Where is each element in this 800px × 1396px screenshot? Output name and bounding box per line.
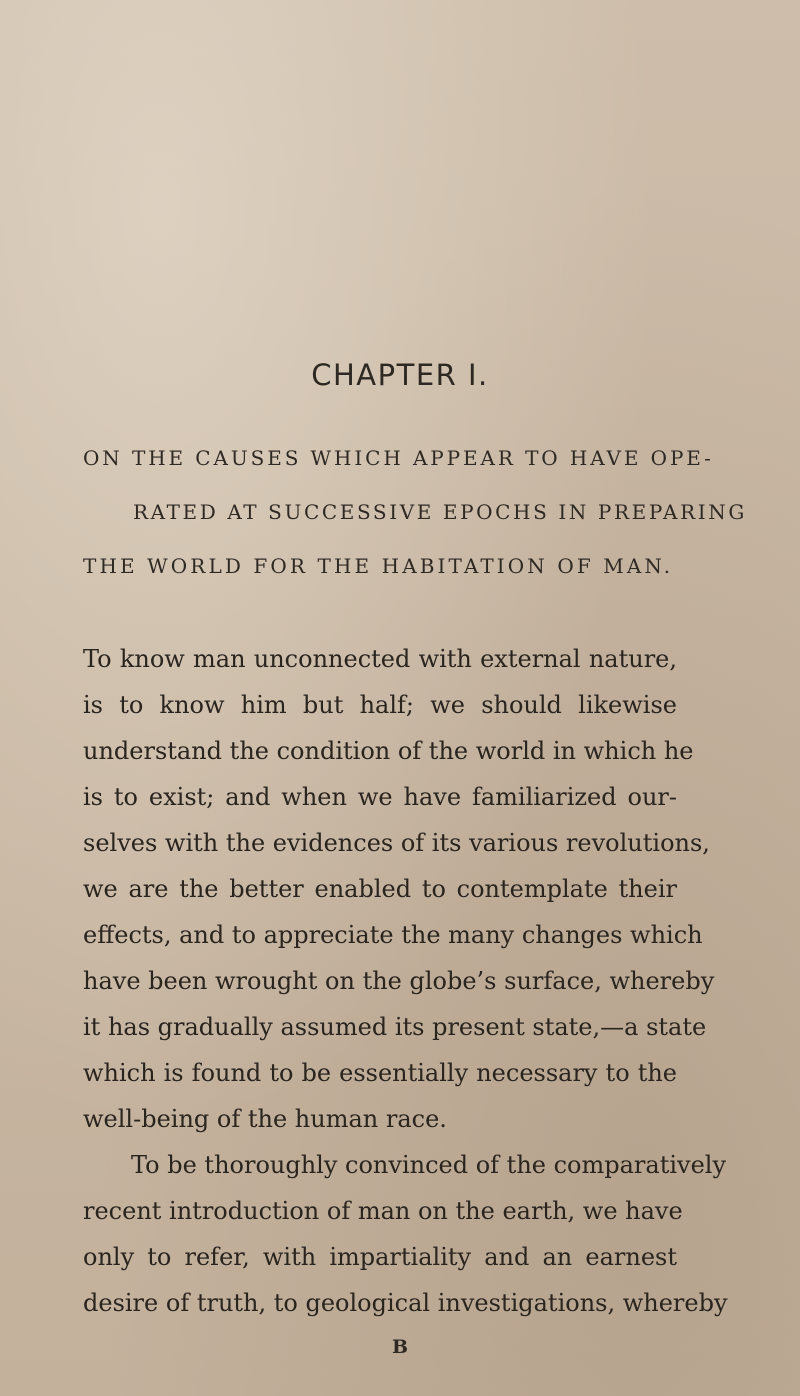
signature-mark: B [391, 1336, 409, 1358]
body-line: To know man unconnected with external nature, [83, 645, 677, 673]
body-line: is to exist; and when we have familiarized our- [83, 783, 677, 811]
body-line: only to refer, with impartiality and an earnest [83, 1243, 677, 1271]
body-line: selves with the evidences of its various revolutions, [83, 829, 710, 857]
body-line: understand the condition of the world in which he [83, 737, 694, 765]
body-line: effects, and to appreciate the many changes which [83, 921, 703, 949]
body-line: is to know him but half; we should likewise [83, 691, 677, 719]
body-line: To be thoroughly convinced of the comparatively [131, 1151, 727, 1179]
body-line: recent introduction of man on the earth, we have [83, 1197, 683, 1225]
body-line: have been wrought on the globe’s surface, whereby [83, 967, 715, 995]
chapter-subtitle-line: ON THE CAUSES WHICH APPEAR TO HAVE OPE- [83, 446, 714, 470]
chapter-heading: CHAPTER I. [311, 358, 489, 392]
body-line: we are the better enabled to contemplate their [83, 875, 677, 903]
chapter-subtitle-line: THE WORLD FOR THE HABITATION OF MAN. [83, 554, 674, 578]
body-line: it has gradually assumed its present state,—a state [83, 1013, 707, 1041]
body-line: which is found to be essentially necessary to the [83, 1059, 677, 1087]
body-line: desire of truth, to geological investigations, whereby [83, 1289, 728, 1317]
body-line: well-being of the human race. [83, 1105, 447, 1133]
chapter-subtitle-line: RATED AT SUCCESSIVE EPOCHS IN PREPARING [133, 500, 747, 524]
